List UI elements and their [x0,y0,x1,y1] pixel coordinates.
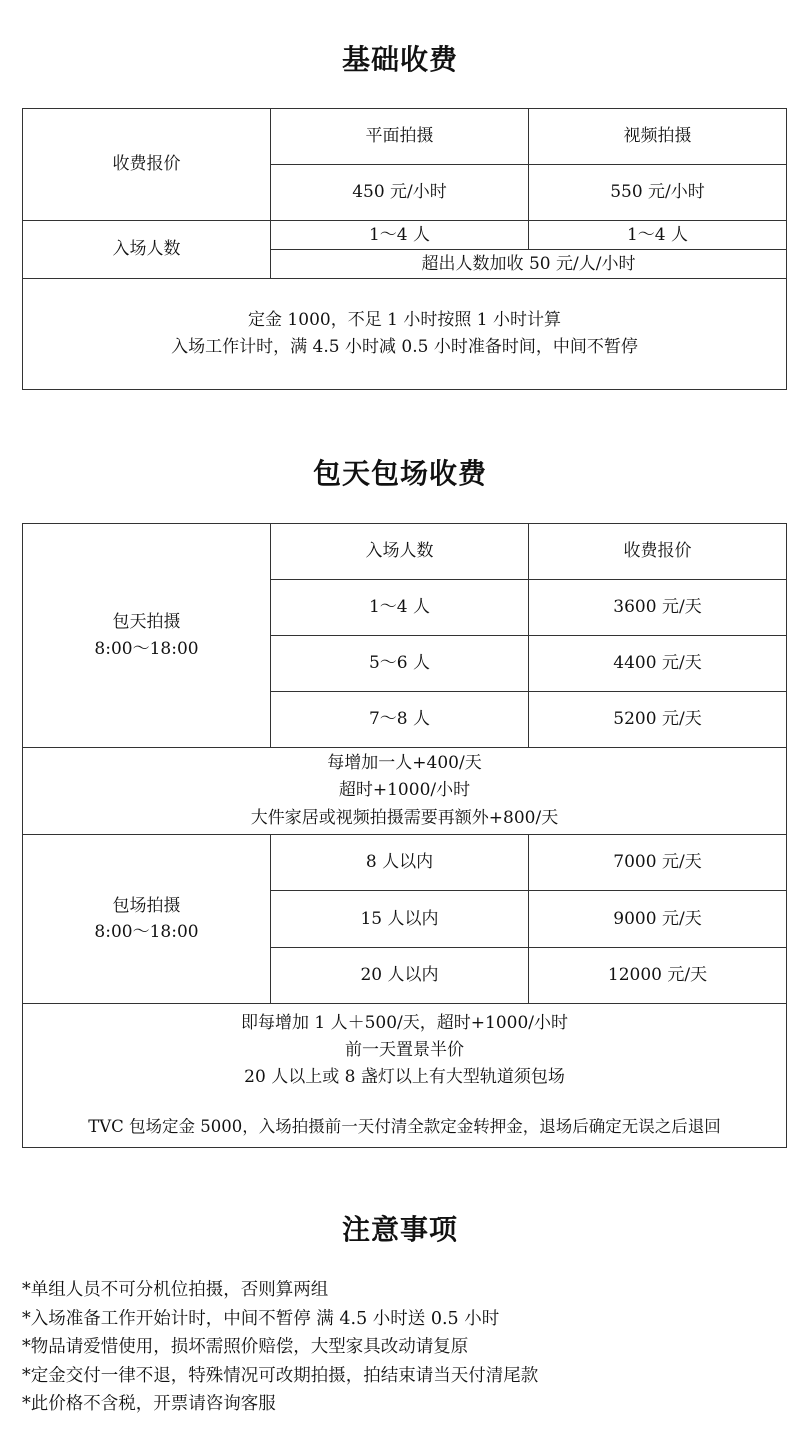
video-header-cell: 视频拍摄 [529,109,787,165]
day-extra-cell [23,748,787,835]
venue-shoot-time: 8:00～18:00 [94,922,199,942]
photo-price-cell: 450 元/小时 [271,165,529,221]
price-label-cell: 收费报价 [23,109,271,221]
photo-header-cell: 平面拍摄 [271,109,529,165]
venue-price-cell: 9000 元/天 [529,891,787,948]
day-price-cell: 3600 元/天 [529,580,787,636]
venue-price-cell: 12000 元/天 [529,948,787,1004]
fullday-fee-title: 包天包场收费 [312,457,487,490]
notes-title: 注意事项 [341,1213,458,1246]
day-extra-line: 大件家居或视频拍摄需要再额外+800/天 [250,807,559,828]
venue-people-cell: 15 人以内 [271,891,529,948]
day-people-cell: 1～4 人 [271,580,529,636]
note-item: *定金交付一律不退，特殊情况可改期拍摄，拍结束请当天付清尾款 [22,1365,539,1386]
note-item: *此价格不含税，开票请咨询客服 [22,1394,276,1414]
day-people-cell: 5～6 人 [271,636,529,692]
basic-note-cell [23,279,787,390]
basic-fee-title: 基础收费 [341,43,458,76]
day-price-cell: 5200 元/天 [529,692,787,748]
venue-extra-line: 即每增加 1 人＋500/天，超时+1000/小时 [240,1013,569,1033]
venue-extra-line: 20 人以上或 8 盏灯以上有大型轨道须包场 [244,1067,565,1088]
basic-note-line: 定金 1000，不足 1 小时按照 1 小时计算 [248,309,561,330]
venue-people-cell: 20 人以内 [271,948,529,1004]
note-item: *单组人员不可分机位拍摄，否则算两组 [22,1280,329,1300]
note-item: *入场准备工作开始计时，中间不暂停 满 4.5 小时送 0.5 小时 [22,1308,500,1329]
photo-people-cell: 1～4 人 [271,221,529,250]
venue-extra-cell [23,1004,787,1148]
day-people-cell: 7～8 人 [271,692,529,748]
day-shoot-label-cell [23,524,271,748]
day-shoot-label: 包天拍摄 [112,612,181,633]
venue-shoot-label: 包场拍摄 [112,895,181,916]
video-price-cell: 550 元/小时 [529,165,787,221]
extra-people-cell: 超出人数加收 50 元/人/小时 [271,250,787,279]
venue-price-cell: 7000 元/天 [529,835,787,891]
video-people-cell: 1～4 人 [529,221,787,250]
notes-list [22,1276,782,1419]
people-header-cell: 入场人数 [271,524,529,580]
venue-people-cell: 8 人以内 [271,835,529,891]
day-shoot-time: 8:00～18:00 [94,638,199,659]
tvc-note: TVC 包场定金 5000，入场拍摄前一天付清全款定金转押金，退场后确定无误之后退回 [88,1116,721,1136]
people-label-cell: 入场人数 [23,221,271,279]
basic-note-line: 入场工作计时，满 4.5 小时减 0.5 小时准备时间，中间不暂停 [171,337,638,357]
note-item: *物品请爱惜使用，损坏需照价赔偿，大型家具改动请复原 [22,1337,469,1357]
venue-extra-line: 前一天置景半价 [345,1040,464,1061]
venue-shoot-label-cell [23,835,271,1004]
fullday-fee-table [22,523,787,1148]
spacer [23,1092,786,1114]
day-extra-line: 每增加一人+400/天 [327,753,482,774]
day-price-cell: 4400 元/天 [529,636,787,692]
day-extra-line: 超时+1000/小时 [338,780,471,801]
basic-fee-table [22,108,787,390]
price-header-cell: 收费报价 [529,524,787,580]
